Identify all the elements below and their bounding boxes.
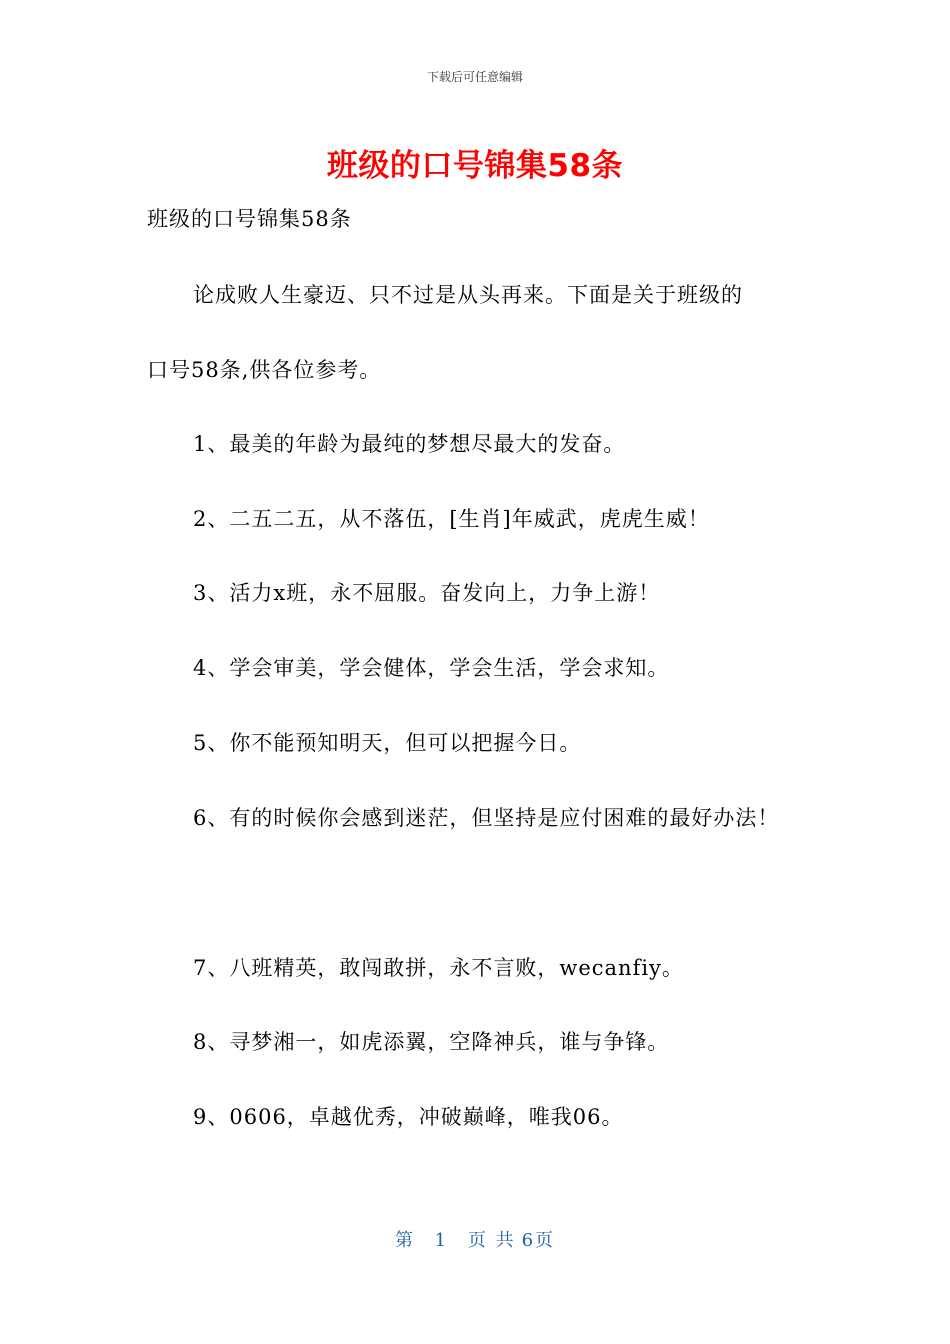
list-item: 3、活力x班，永不屈服。奋发向上，力争上游！	[193, 581, 661, 605]
intro-paragraph-line-2: 口号58条,供各位参考。	[147, 358, 382, 382]
list-item: 1、最美的年龄为最纯的梦想尽最大的发奋。	[193, 432, 626, 456]
list-item: 7、八班精英，敢闯敢拼，永不言败，wecanfiy。	[193, 956, 684, 980]
page-label-mid: 页 共	[467, 1230, 516, 1251]
list-item: 9、0606，卓越优秀，冲破巅峰，唯我06。	[193, 1105, 624, 1129]
list-item: 5、你不能预知明天，但可以把握今日。	[193, 731, 582, 755]
document-title: 班级的口号锦集58条	[326, 148, 624, 184]
page-current-number: 1	[434, 1230, 449, 1251]
document-subtitle: 班级的口号锦集58条	[147, 207, 352, 231]
list-item: 2、二五二五，从不落伍，[生肖]年威武，虎虎生威！	[193, 507, 710, 531]
list-item: 6、有的时候你会感到迷茫，但坚持是应付困难的最好办法！	[193, 806, 780, 830]
intro-paragraph-line-1: 论成败人生豪迈、只不过是从头再来。下面是关于班级的	[193, 283, 743, 307]
list-item: 4、学会审美，学会健体，学会生活，学会求知。	[193, 656, 670, 680]
page-total: 6页	[521, 1230, 556, 1251]
page-footer	[0, 1226, 950, 1252]
list-item: 8、寻梦湘一，如虎添翼，空降神兵，谁与争锋。	[193, 1030, 670, 1054]
header-note: 下载后可任意编辑	[426, 70, 523, 84]
page-label-prefix: 第	[394, 1230, 415, 1251]
